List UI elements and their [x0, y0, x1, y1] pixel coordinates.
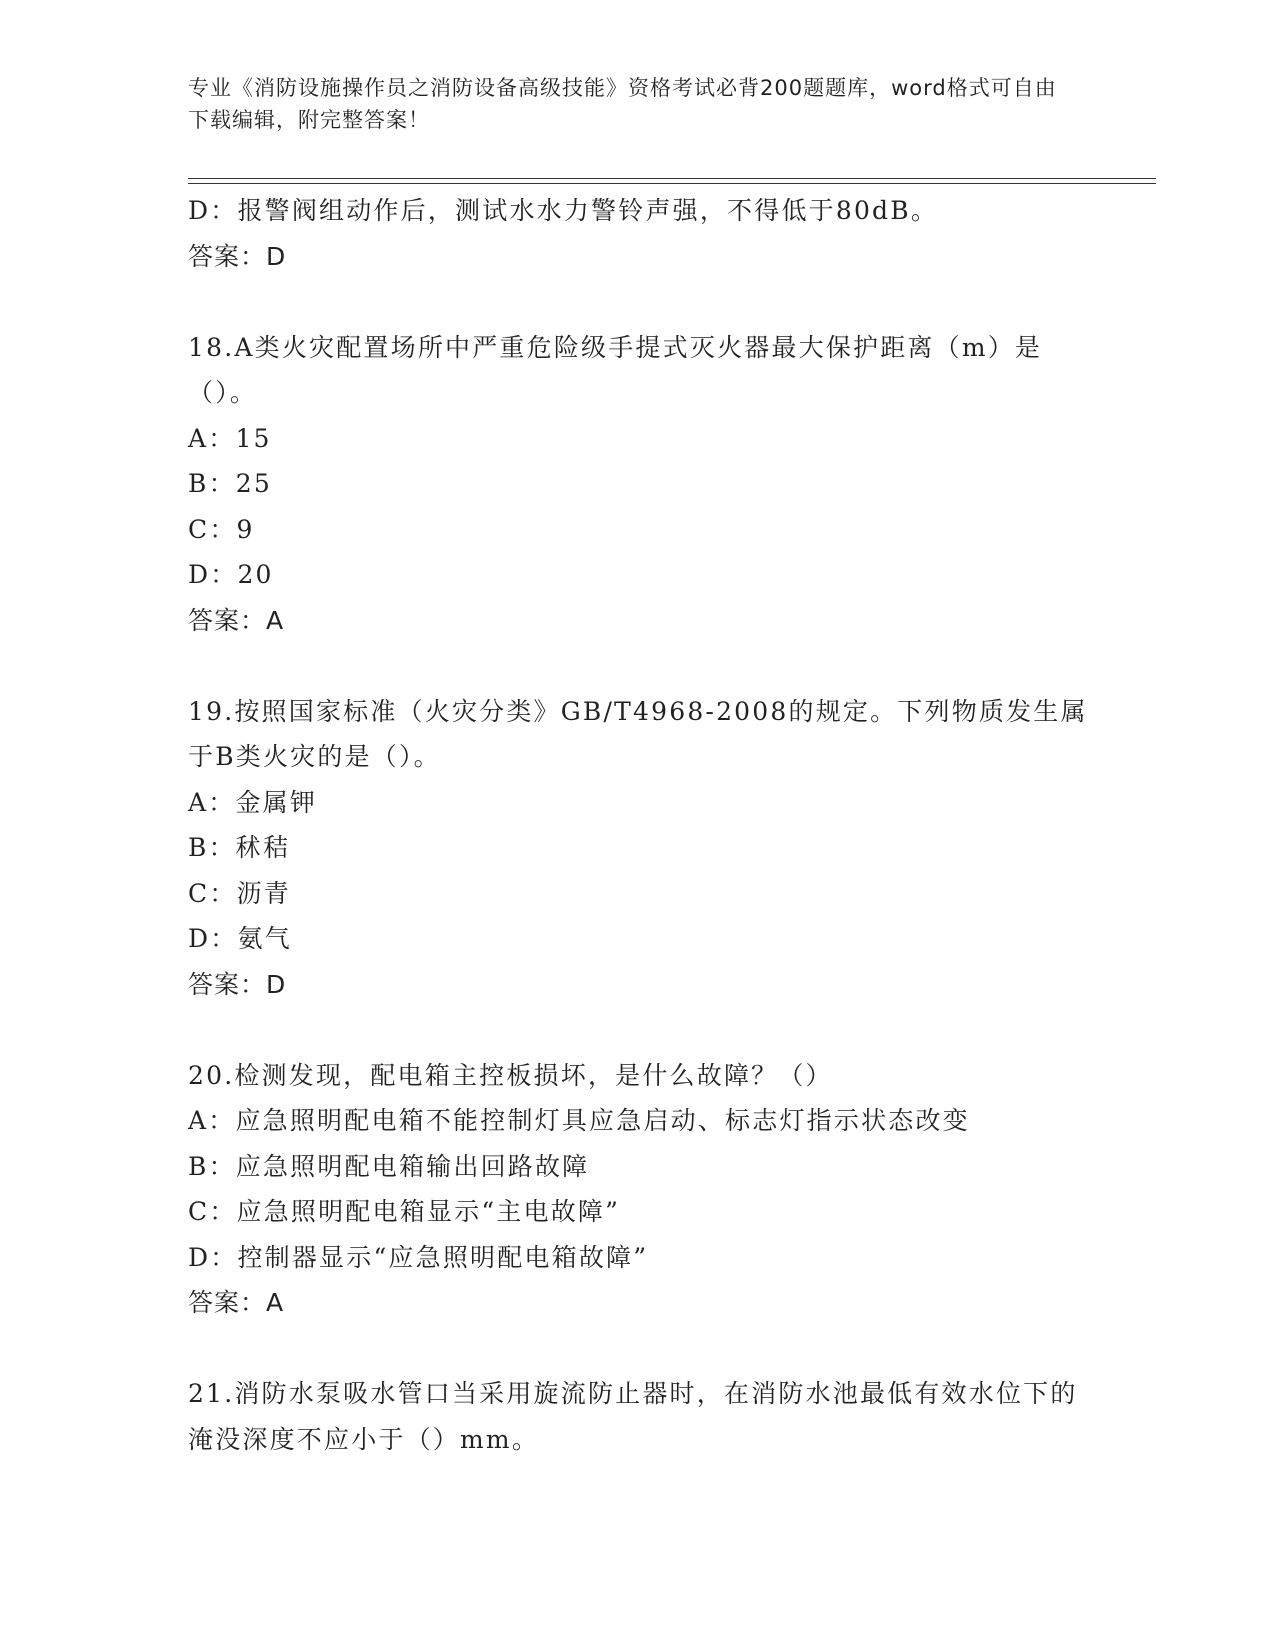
option-b: B：应急照明配电箱输出回路故障	[188, 1151, 590, 1181]
header-rule-bottom	[188, 183, 1156, 184]
option-b: B：秫秸	[188, 833, 291, 862]
spacer	[188, 643, 1088, 689]
option-b: B：25	[188, 469, 272, 498]
option-a: A：应急照明配电箱不能控制灯具应急启动、标志灯指示状态改变	[188, 1106, 970, 1135]
option-c: C：沥青	[188, 878, 291, 908]
answer: 答案：A	[188, 605, 285, 635]
question-20	[188, 1053, 1088, 1326]
question-18	[188, 325, 1088, 644]
document-header: 专业《消防设施操作员之消防设备高级技能》资格考试必背200题题库，word格式可自由下载编辑，附完整答案！	[188, 76, 1057, 132]
option-d: D：氨气	[188, 924, 292, 953]
option-a: A：15	[188, 423, 272, 453]
option-d: D：20	[188, 560, 274, 589]
header-rule-top	[188, 178, 1156, 179]
question-19	[188, 689, 1088, 1008]
prev-answer: 答案：D	[188, 241, 287, 271]
question-text: 19.按照国家标准（火灾分类》GB/T4968-2008的规定。下列物质发生属于B类火灾的是（）。	[188, 696, 1088, 771]
option-a: A：金属钾	[188, 787, 318, 817]
question-text: 21.消防水泵吸水管口当采用旋流防止器时，在消防水池最低有效水位下的淹没深度不应小于（）mm。	[188, 1379, 1078, 1454]
option-c: C：9	[188, 514, 255, 544]
question-text: 18.A类火灾配置场所中严重危险级手提式灭火器最大保护距离（m）是（）。	[188, 332, 1043, 407]
option-c: C：应急照明配电箱显示“主电故障”	[188, 1197, 621, 1226]
answer: 答案：D	[188, 969, 287, 999]
question-21	[188, 1371, 1088, 1462]
question-content	[188, 188, 1088, 1462]
spacer	[188, 279, 1088, 325]
spacer	[188, 1007, 1088, 1053]
question-text: 20.检测发现，配电箱主控板损坏，是什么故障？（）	[188, 1060, 833, 1090]
spacer	[188, 1326, 1088, 1372]
prev-option-d: D：报警阀组动作后，测试水水力警铃声强，不得低于80dB。	[188, 196, 939, 225]
answer: 答案：A	[188, 1288, 285, 1317]
option-d: D：控制器显示“应急照明配电箱故障”	[188, 1242, 649, 1272]
